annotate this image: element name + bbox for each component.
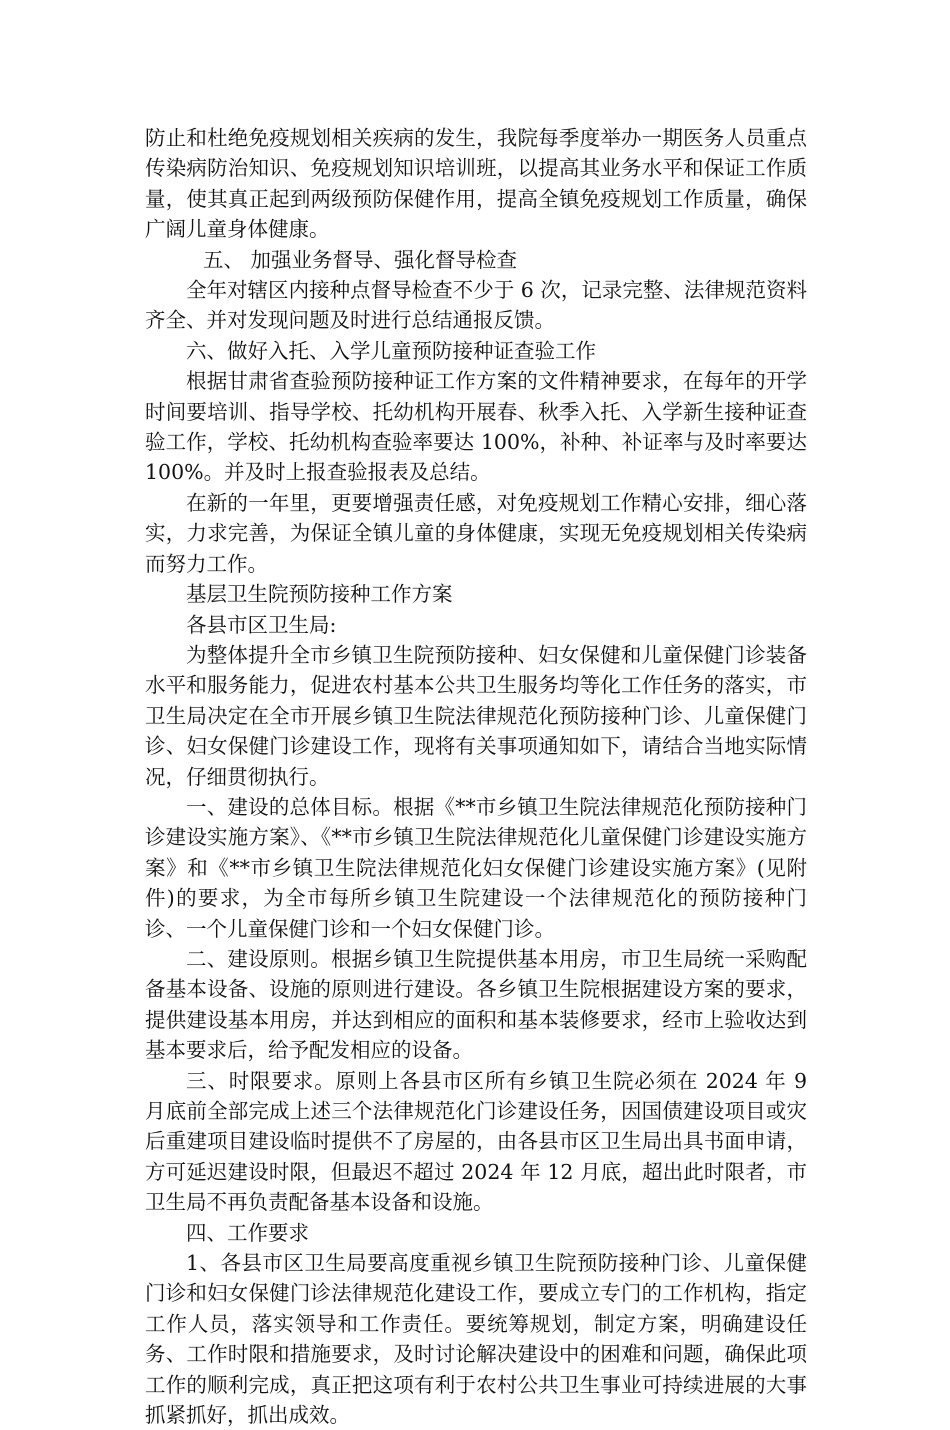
paragraph-intro-continuation: 防止和杜绝免疫规划相关疾病的发生，我院每季度举办一期医务人员重点传染病防治知识、免疫规划知识培训班，以提高其业务水平和保证工作质量，使其真正起到两级预防保健作用，提高全镇免疫规划工作质量，确保广阔儿童身体健康。 [145, 126, 807, 242]
paragraph-new-year: 在新的一年里，更要增强责任感，对免疫规划工作精心安排，细心落实，力求完善，为保证全镇儿童的身体健康，实现无免疫规划相关传染病而努力工作。 [145, 490, 807, 576]
section-heading-five: 五、 加强业务督导、强化督导检查 [203, 247, 518, 272]
paragraph-principle: 二、建设原则。根据乡镇卫生院提供基本用房，市卫生局统一采购配备基本设备、设施的原则进行建设。各乡镇卫生院根据建设方案的要求，提供建设基本用房，并达到相应的面积和基本装修要求，经市上验收达到基本要求后，给予配发相应的设备。 [145, 946, 807, 1063]
paragraph-certificate-check: 根据甘肃省查验预防接种证工作方案的文件精神要求，在每年的开学时间要培训、指导学校、托幼机构开展春、秋季入托、入学新生接种证查验工作，学校、托幼机构查验率要达 100%，补种、补证率与及时率要达 100%。并及时上报查验报表及总结。 [145, 369, 807, 485]
section-heading-six: 六、做好入托、入学儿童预防接种证查验工作 [186, 338, 596, 363]
section-heading-requirements: 四、工作要求 [186, 1220, 309, 1245]
document-body [145, 123, 807, 1430]
paragraph-deadline: 三、时限要求。原则上各县市区所有乡镇卫生院必须在 2024 年 9 月底前全部完成上述三个法律规范化门诊建设任务，因国债建设项目或灾后重建项目建设临时提供不了房屋的，由各县市区卫生局出具书面申请，方可延迟建设时限，但最迟不超过 2024 年 12 月底，超出此时限者，市卫生局不再负责配备基本设备和设施。 [145, 1068, 807, 1215]
paragraph-supervision: 全年对辖区内接种点督导检查不少于 6 次，记录完整、法律规范资料齐全、并对发现问题及时进行总结通报反馈。 [145, 278, 807, 333]
salutation: 各县市区卫生局: [186, 612, 337, 637]
paragraph-goal: 一、建设的总体目标。根据《**市乡镇卫生院法律规范化预防接种门诊建设实施方案》、《**市乡镇卫生院法律规范化儿童保健门诊建设实施方案》和《**市乡镇卫生院法律规范化妇女保健门诊建设实施方案》(见附件)的要求，为全市每所乡镇卫生院建设一个法律规范化的预防接种门诊、一个儿童保健门诊和一个妇女保健门诊。 [145, 794, 807, 941]
paragraph-requirement-one: 1、各县市区卫生局要高度重视乡镇卫生院预防接种门诊、儿童保健门诊和妇女保健门诊法律规范化建设工作，要成立专门的工作机构，指定工作人员，落实领导和工作责任。要统筹规划，制定方案，明确建设任务、工作时限和措施要求，及时讨论解决建设中的困难和问题，确保此项工作的顺利完成，真正把这项有利于农村公共卫生事业可持续进展的大事抓紧抓好，抓出成效。 [145, 1251, 807, 1428]
document-title: 基层卫生院预防接种工作方案 [186, 582, 453, 607]
paragraph-purpose: 为整体提升全市乡镇卫生院预防接种、妇女保健和儿童保健门诊装备水平和服务能力，促进农村基本公共卫生服务均等化工作任务的落实，市卫生局决定在全市开展乡镇卫生院法律规范化预防接种门诊、儿童保健门诊、妇女保健门诊建设工作，现将有关事项通知如下，请结合当地实际情况，仔细贯彻执行。 [145, 642, 807, 789]
